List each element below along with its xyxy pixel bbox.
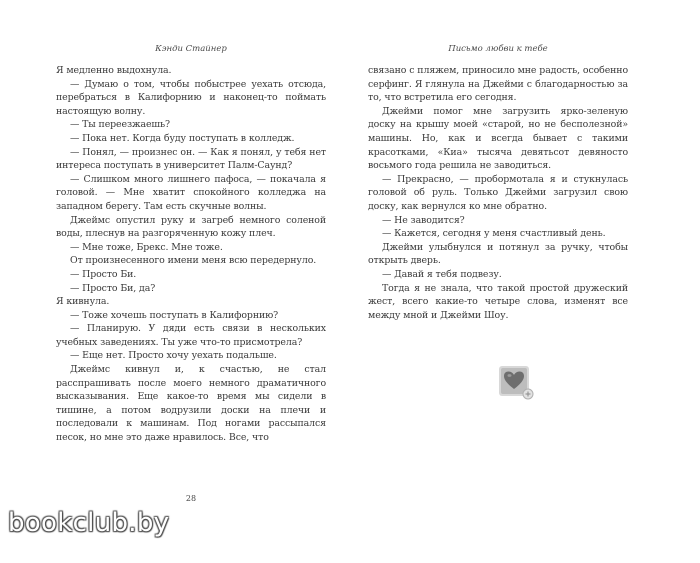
watermark: bookclub.by <box>8 508 170 538</box>
paragraph: — Планирую. У дяди есть связи в нескольких учебных заведениях. Ты уже что-то присмотрела? <box>56 323 326 348</box>
paragraph: Джейми улыбнулся и потянул за ручку, чтобы открыть дверь. <box>368 241 628 267</box>
paragraph: — Не заводится? <box>382 214 465 226</box>
heart-icon <box>496 362 536 402</box>
right-page <box>368 0 628 563</box>
paragraph: Джеймс опустил руку и загреб немного соленой воды, плеснув на разгоряченную кожу плеч. <box>56 214 326 240</box>
paragraph: — Кажется, сегодня у меня счастливый день. <box>382 228 606 240</box>
left-page-text <box>56 64 326 445</box>
paragraph: — Просто Би, да? <box>70 282 156 294</box>
paragraph: — Ты переезжаешь? <box>70 119 170 131</box>
paragraph: Я кивнула. <box>56 296 110 308</box>
running-head-title: Письмо любви к тебе <box>448 44 548 54</box>
paragraph: От произнесенного имени меня всю передернуло. <box>70 255 317 267</box>
paragraph: — Пока нет. Когда буду поступать в колледж. <box>70 132 295 144</box>
paragraph: — Прекрасно, — пробормотала я и стукнулась головой об руль. Только Джейми загрузил свою доску, как вернулся ко мне обратно. <box>368 173 628 212</box>
paragraph: Джеймс кивнул и, к счастью, не стал расспрашивать после моего немного драматичного высказывания. Еще какое-то время мы сидели в тишине, а потом водрузили доски на плечи и последовали к машинам. Под ногами рассыпался песок, но мне это даже нравилось. Все, что <box>56 364 326 444</box>
paragraph: — Еще нет. Просто хочу уехать подальше. <box>70 350 277 362</box>
left-page <box>56 0 326 563</box>
paragraph: — Давай я тебя подвезу. <box>382 268 502 280</box>
paragraph: Тогда я не знала, что такой простой дружеский жест, всего какие-то четыре слова, изменят все между мной и Джейми Шоу. <box>368 282 628 321</box>
paragraph: связано с пляжем, приносило мне радость, особенно серфинг. Я глянула на Джейми с благодарностью за то, что встретила его сегодня. <box>368 65 628 104</box>
page-number: 28 <box>185 494 197 503</box>
running-head-author: Кэнди Стайнер <box>155 44 227 54</box>
paragraph: — Слишком много лишнего пафоса, — покачала я головой. — Мне хватит спокойного колледжа на западном берегу. Там есть скучные волны. <box>56 173 326 212</box>
paragraph: — Думаю о том, чтобы побыстрее уехать отсюда, перебраться в Калифорнию и наконец-то поймать настоящую волну. <box>56 78 326 117</box>
paragraph: — Тоже хочешь поступать в Калифорнию? <box>70 309 279 321</box>
paragraph: Я медленно выдохнула. <box>56 65 172 76</box>
paragraph: — Понял, — произнес он. — Как я понял, у тебя нет интереса поступать в университет Палм-Саунд? <box>56 146 326 172</box>
right-page-text <box>368 64 628 322</box>
paragraph: — Мне тоже, Брекс. Мне тоже. <box>70 241 223 253</box>
paragraph: — Просто Би. <box>70 268 137 280</box>
paragraph: Джейми помог мне загрузить ярко-зеленую доску на крышу моей «старой, но не бесполезной» машины. Но, как и всегда бывает с такими красотками, «Киа» тысяча девятьсот девяносто восьмого года решила не заводиться. <box>368 105 628 172</box>
